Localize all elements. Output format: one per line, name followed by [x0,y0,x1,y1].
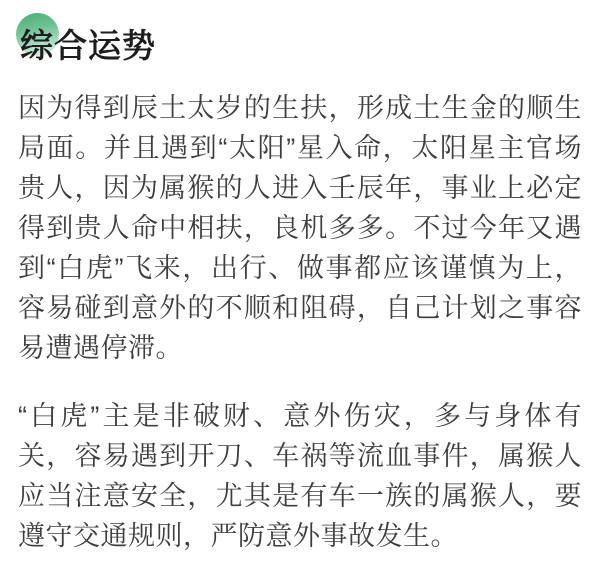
article-body [18,88,582,556]
paragraph-overall-fortune: 因为得到辰土太岁的生扶，形成土生金的顺生局面。并且遇到“太阳”星入命，太阳星主官场贵人，因为属猴的人进入壬辰年，事业上必定得到贵人命中相扶，良机多多。不过今年又遇到“白虎”飞来，出行、做事都应该谨慎为上，容易碰到意外的不顺和阻碍，自己计划之事容易遭遇停滞。 [18,93,582,363]
section-header [20,28,156,64]
paragraph-white-tiger-warning: “白虎”主是非破财、意外伤灾，多与身体有关，容易遇到开刀、车祸等流血事件，属猴人应当注意安全，尤其是有车一族的属猴人，要遵守交通规则，严防意外事故发生。 [18,401,582,551]
section-title: 综合运势 [20,27,156,64]
